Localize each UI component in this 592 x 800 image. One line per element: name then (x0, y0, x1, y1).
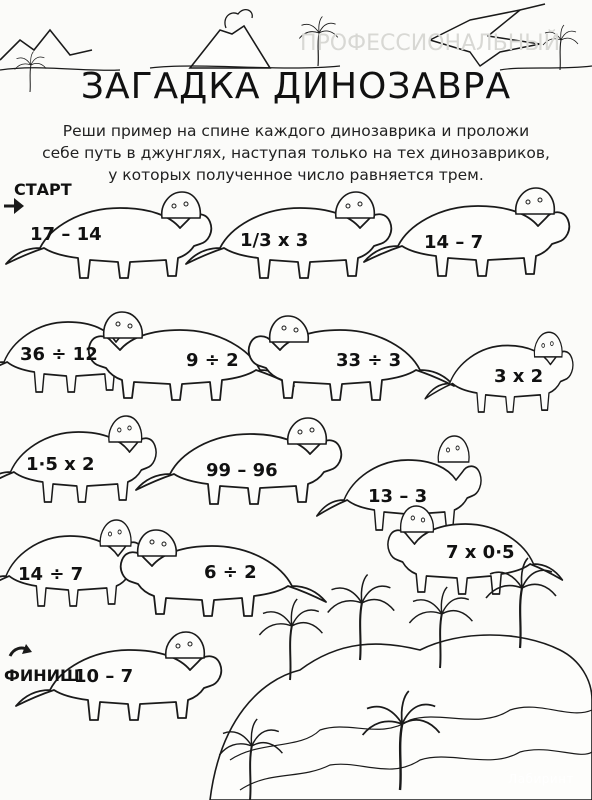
dinosaur-2-expression: 1/3 x 3 (240, 230, 309, 251)
start-arrow (4, 198, 24, 214)
dinosaur-13-expression: 7 x 0·5 (446, 542, 515, 563)
dinosaur-14-expression: 10 – 7 (74, 666, 134, 687)
dinosaur-1-expression: 17 – 14 (30, 224, 102, 245)
instructions-line-3: у которых полученное число равняется трем. (108, 166, 484, 184)
dinosaur-9-expression: 99 – 96 (206, 460, 278, 481)
finish-label: ФИНИШ (4, 666, 80, 685)
dinosaur-12-expression: 6 ÷ 2 (204, 562, 257, 583)
dinosaur-7-expression: 3 x 2 (494, 366, 544, 387)
publisher-watermark: Лабиринт (508, 772, 574, 786)
dinosaur-10-expression: 13 – 3 (368, 486, 428, 507)
page-title: ЗАГАДКА ДИНОЗАВРА (80, 66, 512, 107)
dinosaur-8-expression: 1·5 x 2 (26, 454, 95, 475)
dinosaur-5-expression: 9 ÷ 2 (186, 350, 239, 371)
instructions-line-1: Реши пример на спине каждого динозаврика и проложи (62, 122, 530, 140)
dinosaur-11-expression: 14 ÷ 7 (18, 564, 84, 585)
start-label: СТАРТ (14, 180, 72, 199)
dinosaur-3-expression: 14 – 7 (424, 232, 484, 253)
instructions (20, 120, 572, 186)
finish-arrow (10, 644, 32, 656)
dinosaur-4-expression: 36 ÷ 12 (20, 344, 98, 365)
svg-text:ПРОФЕССИОНАЛЬНЫЙ: ПРОФЕССИОНАЛЬНЫЙ (300, 31, 561, 56)
instructions-line-2: себе путь в джунглях, наступая только на тех динозавриков, (42, 144, 550, 162)
dinosaur-6-expression: 33 ÷ 3 (336, 350, 402, 371)
